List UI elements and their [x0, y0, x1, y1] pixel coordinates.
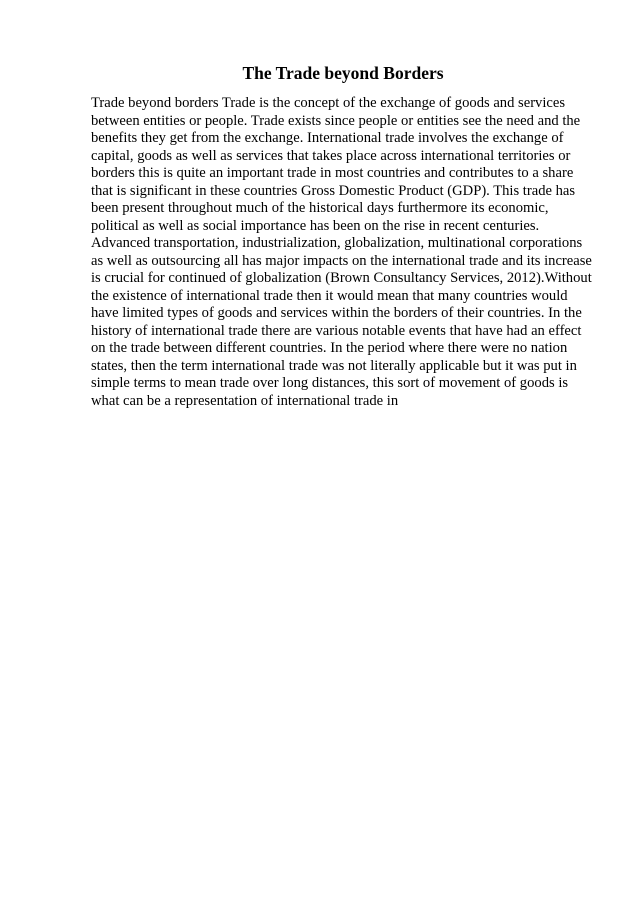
body-line: as well as outsourcing all has major impacts on the international trade and its increase: [91, 252, 592, 269]
body-line: benefits they get from the exchange. International trade involves the exchange of: [91, 130, 564, 146]
body-line: borders this is quite an important trade in most countries and contributes to a share: [91, 165, 574, 181]
body-line: have limited types of goods and services within the borders of their countries. In the: [91, 305, 582, 321]
body-line: capital, goods as well as services that takes place across international territories or: [91, 147, 571, 164]
body-line: on the trade between different countries. In the period where there were no nation: [91, 340, 568, 356]
body-line: political as well as social importance has been on the rise in recent centuries.: [91, 217, 540, 234]
body-line: been present throughout much of the historical days furthermore its economic,: [91, 200, 549, 216]
document-title: The Trade beyond Borders: [242, 63, 444, 83]
body-line: states, then the term international trade was not literally applicable but it was put in: [91, 357, 577, 374]
body-line: between entities or people. Trade exists since people or entities see the need and the: [91, 112, 581, 129]
body-line: simple terms to mean trade over long distances, this sort of movement of goods is: [91, 375, 569, 391]
body-line: history of international trade there are various notable events that have had an effect: [91, 322, 582, 339]
body-line: what can be a representation of international trade in: [91, 392, 399, 409]
document-body: [91, 95, 592, 410]
body-line: that is significant in these countries Gross Domestic Product (GDP). This trade has: [91, 182, 576, 199]
body-line: is crucial for continued of globalization (Brown Consultancy Services, 2012).Without: [91, 270, 592, 286]
body-line: Trade beyond borders Trade is the concept of the exchange of goods and services: [91, 95, 566, 111]
body-line: Advanced transportation, industrialization, globalization, multinational corporations: [91, 235, 583, 251]
body-line: the existence of international trade then it would mean that many countries would: [91, 287, 568, 304]
